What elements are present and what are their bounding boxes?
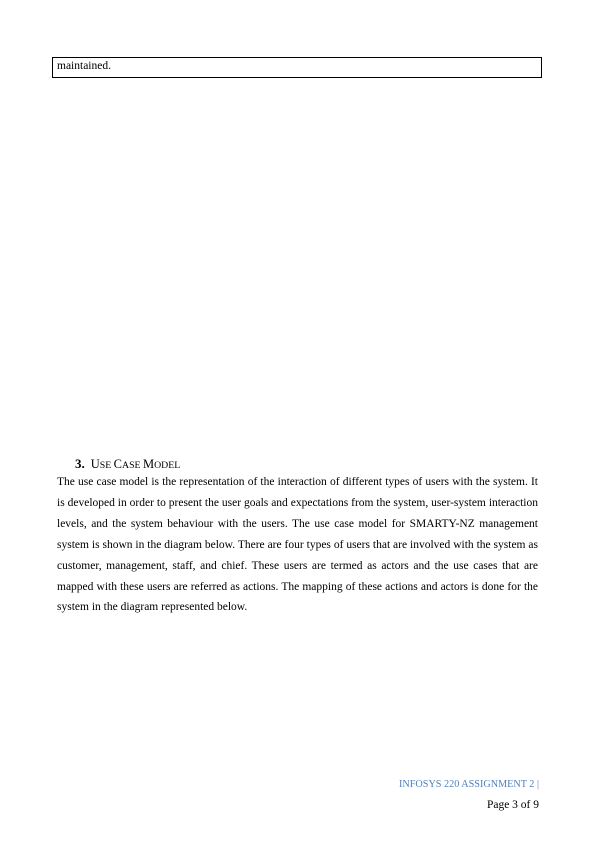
table-continuation-cell (52, 57, 542, 78)
table-cell-text: maintained. (57, 60, 111, 72)
section-number: 3. (75, 456, 85, 471)
section-title-part: ODEL (154, 460, 181, 471)
section-title-part: ASE (122, 460, 143, 471)
section-title-part: C (113, 457, 123, 471)
section-title-part: M (142, 457, 155, 471)
section-title-part: SE (99, 460, 114, 471)
page-number: Page 3 of 9 (486, 799, 539, 811)
section-paragraph: The use case model is the representation of the interaction of different types of users with the system. It is developed in order to present the user goals and expectations from the system, user-system interaction levels, and the system behaviour with the users. The use case model for SMARTY-NZ management system is shown in the diagram below. There are four types of users that are involved with the system as customer, management, staff, and chief. These users are termed as actors and the use cases that are mapped with these users are referred as actions. The mapping of these actions and actors is done for the system in the diagram represented below. (57, 476, 538, 614)
footer-header-text: INFOSYS 220 ASSIGNMENT 2 | (399, 779, 539, 790)
section-heading (75, 456, 180, 473)
section-title-part: U (90, 457, 100, 471)
